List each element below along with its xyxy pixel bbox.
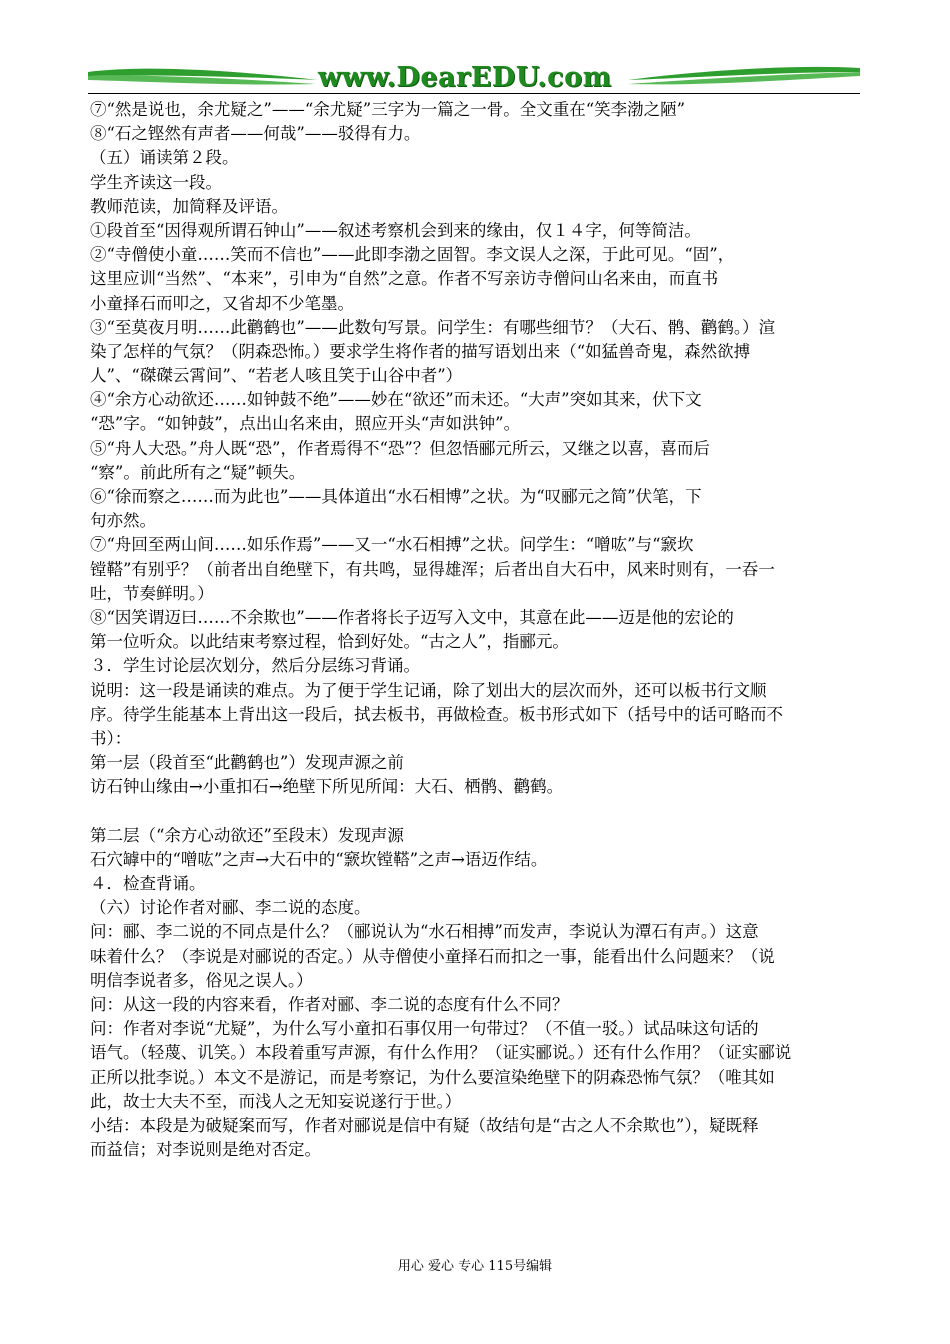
text-line: 石穴罅中的“噌吰”之声→大石中的“窾坎镗鞳”之声→语迈作结。 xyxy=(90,849,548,869)
text-line: ③“至莫夜月明……此鹳鹤也”——此数句写景。问学生：有哪些细节？（大石、鹘、鹳鹤。）渲 xyxy=(90,317,776,337)
text-line: 问：从这一段的内容来看，作者对郦、李二说的态度有什么不同？ xyxy=(90,994,569,1014)
text-line: 明信李说者多，俗见之误人。） xyxy=(90,970,313,990)
text-line: 而益信；对李说则是绝对否定。 xyxy=(90,1140,321,1160)
text-line: 问：郦、李二说的不同点是什么？（郦说认为“水石相搏”而发声，李说认为潭石有声。）这意 xyxy=(90,922,759,942)
text-line: 第一层（段首至“此鹳鹤也”）发现声源之前 xyxy=(90,753,404,773)
text-line: ４．检查背诵。 xyxy=(90,874,206,893)
text-line: ３．学生讨论层次划分，然后分层练习背诵。 xyxy=(90,656,420,676)
text-line: ②“寺僧使小童……笑而不信也”——此即李渤之固智。李文误人之深，于此可见。“固”， xyxy=(90,245,735,265)
text-line: ⑧“因笑谓迈曰……不余欺也”——作者将长子迈写入文中，其意在此——迈是他的宏论的 xyxy=(90,607,734,627)
text-line: 第一位听众。以此结束考察过程，恰到好处。“古之人”，指郦元。 xyxy=(90,632,569,652)
text-line: 第二层（“余方心动欲还”至段末）发现声源 xyxy=(90,825,404,845)
text-line: 句亦然。 xyxy=(90,511,156,531)
text-line: 这里应训“当然”、“本来”，引申为“自然”之意。作者不写亲访寺僧问山名来由，而直书 xyxy=(90,269,719,289)
text-line: 染了怎样的气氛？（阴森恐怖。）要求学生将作者的描写语划出来（“如猛兽奇鬼，森然欲搏 xyxy=(90,341,751,361)
text-line: ①段首至“因得观所谓石钟山”——叙述考察机会到来的缘由，仅１４字，何等简洁。 xyxy=(90,220,701,240)
header-divider xyxy=(88,93,860,94)
text-line: （六）讨论作者对郦、李二说的态度。 xyxy=(90,898,371,918)
text-line: 语气。（轻蔑、讥笑。）本段着重写声源，有什么作用？（证实郦说。）还有什么作用？（证实郦说 xyxy=(90,1043,792,1063)
text-line: 访石钟山缘由→小重扣石→绝壁下所见所闻：大石、栖鹘、鹳鹤。 xyxy=(90,777,564,797)
text-line: ⑤“舟人大恐。”舟人既“恐”，作者焉得不“恐”？但忽悟郦元所云，又继之以喜，喜而后 xyxy=(90,438,710,458)
text-line: 小童择石而叩之，又省却不少笔墨。 xyxy=(90,293,354,313)
text-line: 书）： xyxy=(90,728,132,748)
text-line: 此，故士大夫不至，而浅人之无知妄说遂行于世。） xyxy=(90,1091,462,1111)
page-footer: 用心 爱心 专心 115号编辑 xyxy=(397,1259,553,1274)
text-line: 学生齐读这一段。 xyxy=(90,172,222,192)
text-line: 吐，节奏鲜明。） xyxy=(90,583,214,603)
document-body xyxy=(90,98,862,1162)
text-line: ⑦“然是说也，余尤疑之”——“余尤疑”三字为一篇之一骨。全文重在“笑李渤之陋” xyxy=(90,100,686,119)
text-line: ⑧“石之铿然有声者——何哉”——驳得有力。 xyxy=(90,124,421,144)
site-logo-text[interactable]: www.DearEDU.com xyxy=(318,62,612,93)
text-line: ④“余方心动欲还……如钟鼓不绝”——妙在“欲还”而未还。“大声”突如其来，伏下文 xyxy=(90,390,702,410)
text-line: 人”、“磔磔云霄间”、“若老人咳且笑于山谷中者”） xyxy=(90,366,463,386)
text-line: 味着什么？（李说是对郦说的否定。）从寺僧使小童择石而扣之一事，能看出什么问题来？（说 xyxy=(90,946,775,966)
text-line: 序。待学生能基本上背出这一段后，拭去板书，再做检查。板书形式如下（括号中的话可略而不 xyxy=(90,704,783,724)
text-line: （五）诵读第２段。 xyxy=(90,148,239,168)
text-line xyxy=(90,799,862,823)
text-line: ⑦“舟回至两山间……如乐作焉”——又一“水石相搏”之状。问学生：“噌吰”与“窾坎 xyxy=(90,535,694,555)
text-line: 镗鞳”有别乎？（前者出自绝壁下，有共鸣，显得雄浑；后者出自大石中，风来时则有，一吞一 xyxy=(90,559,775,579)
text-line: 说明：这一段是诵读的难点。为了便于学生记诵，除了划出大的层次而外，还可以板书行文顺 xyxy=(90,680,767,700)
text-line: ⑥“徐而察之……而为此也”——具体道出“水石相博”之状。为“叹郦元之简”伏笔，下 xyxy=(90,487,702,506)
text-line: 小结：本段是为破疑案而写，作者对郦说是信中有疑（故结句是“古之人不余欺也”），疑既释 xyxy=(90,1115,759,1135)
text-line: 教师范读，加简释及评语。 xyxy=(90,196,288,216)
text-line: “恐”字。“如钟鼓”，点出山名来由，照应开头“声如洪钟”。 xyxy=(90,414,521,434)
text-line: 问：作者对李说“尤疑”，为什么写小童扣石事仅用一句带过？（不值一驳。）试品味这句话的 xyxy=(90,1019,759,1039)
text-line: 正所以批李说。）本文不是游记，而是考察记，为什么要渲染绝壁下的阴森恐怖气氛？（唯其如 xyxy=(90,1067,775,1087)
text-line: “察”。前此所有之“疑”顿失。 xyxy=(90,462,306,482)
